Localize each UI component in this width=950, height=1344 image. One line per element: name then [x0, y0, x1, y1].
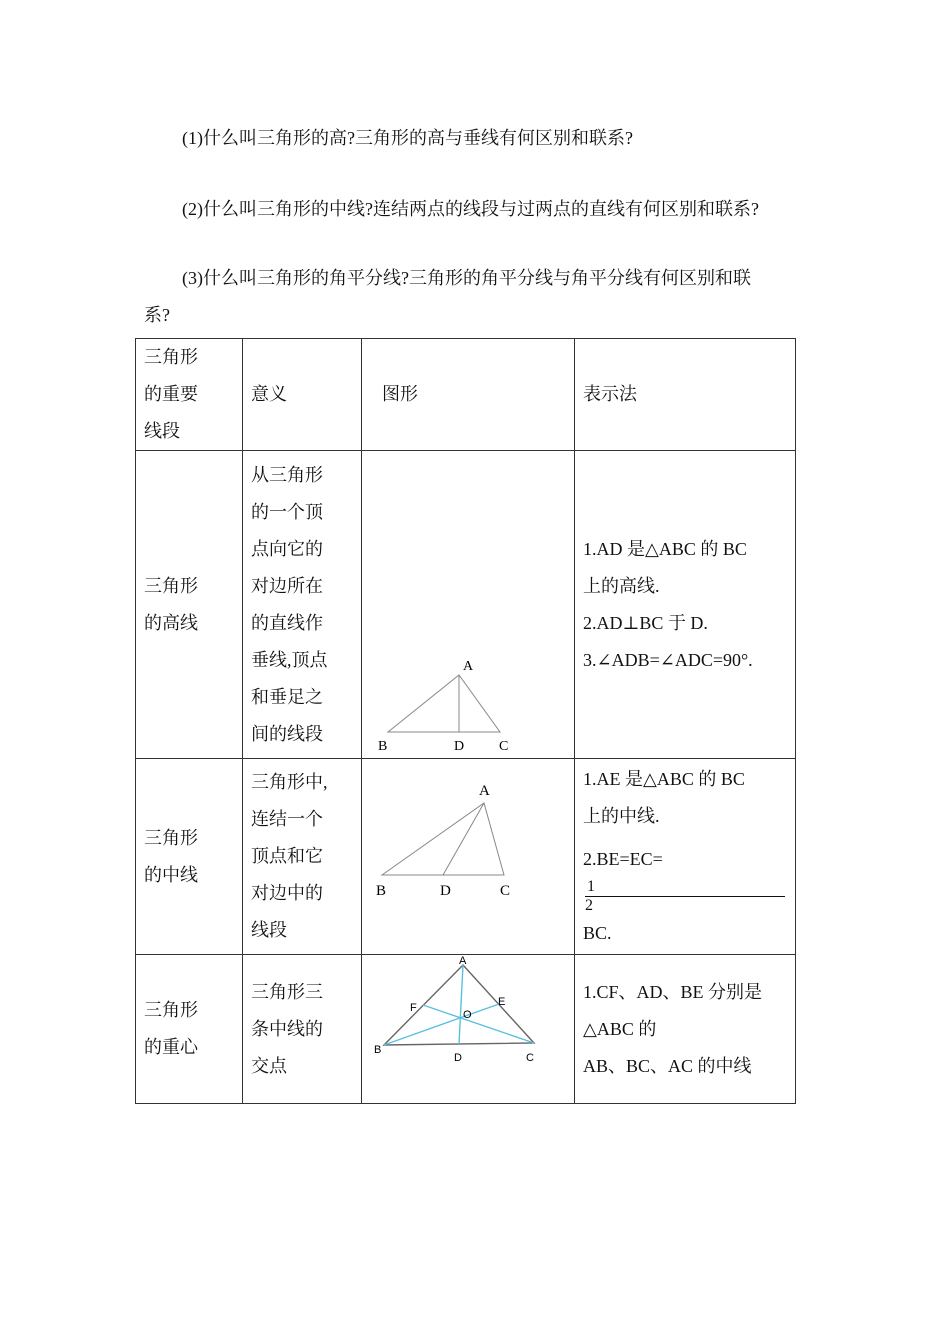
header-line: 线段	[144, 421, 180, 441]
notation-line: △ABC 的	[583, 1018, 657, 1039]
row-name	[136, 759, 243, 955]
notation-line: 1.AE 是△ABC 的 BC	[583, 769, 745, 789]
label-c: C	[526, 1052, 534, 1064]
notation-line	[583, 841, 787, 952]
fraction-numerator: 1	[585, 878, 785, 897]
meaning-line: 点向它的	[251, 538, 323, 559]
meaning-line: 顶点和它	[251, 846, 323, 866]
altitude-triangle-diagram	[362, 451, 554, 754]
table-row	[136, 759, 796, 955]
row-name-line: 的重心	[144, 1037, 198, 1057]
notation-line: 1.CF、AD、BE 分别是	[583, 981, 763, 1002]
label-a: A	[459, 955, 467, 967]
notation-line: 上的中线.	[583, 806, 660, 826]
row-name-line: 的中线	[144, 864, 198, 885]
triangle-abc	[382, 803, 504, 875]
fraction-denominator: 2	[585, 897, 593, 914]
meaning-line: 交点	[251, 1055, 287, 1076]
notation-prefix: 2.BE=EC=	[583, 849, 663, 869]
table-row	[136, 955, 796, 1104]
label-o: O	[463, 1009, 472, 1021]
row-name-line: 的高线	[144, 612, 198, 633]
question-1: (1)什么叫三角形的高?三角形的高与垂线有何区别和联系?	[182, 128, 633, 148]
label-e: E	[498, 996, 506, 1008]
row-meaning	[243, 759, 362, 955]
meaning-line: 从三角形	[251, 464, 323, 485]
meaning-line: 的直线作	[251, 612, 323, 633]
label-f: F	[410, 1002, 417, 1014]
meaning-line: 间的线段	[251, 723, 323, 744]
line-segments-table	[135, 338, 796, 1104]
row-name-line: 三角形	[144, 1000, 198, 1020]
label-d: D	[440, 883, 451, 899]
question-3-continued: 系?	[144, 305, 170, 325]
header-figure	[362, 339, 575, 451]
meaning-line: 和垂足之	[251, 686, 323, 707]
row-notation	[575, 451, 796, 759]
label-c: C	[499, 739, 509, 754]
centroid-figure	[362, 955, 575, 1104]
label-b: B	[376, 883, 387, 899]
meaning-line: 对边中的	[251, 883, 323, 903]
label-d: D	[454, 1052, 462, 1064]
meaning-line: 连结一个	[251, 809, 323, 829]
meaning-line: 对边所在	[251, 575, 323, 596]
meaning-line: 三角形三	[251, 981, 323, 1002]
header-line: 三角形	[144, 347, 198, 367]
label-c: C	[500, 883, 511, 899]
label-b: B	[378, 739, 388, 754]
header-segment	[136, 339, 243, 451]
label-d: D	[454, 739, 465, 754]
table-row	[136, 451, 796, 759]
notation-line: 上的高线.	[583, 575, 660, 596]
question-2: (2)什么叫三角形的中线?连结两点的线段与过两点的直线有何区别和联系?	[182, 199, 759, 219]
altitude-figure	[362, 451, 575, 759]
median-triangle-diagram	[362, 759, 554, 941]
notation-line: 3.∠ADB=∠ADC=90°.	[583, 649, 753, 670]
question-3: (3)什么叫三角形的角平分线?三角形的角平分线与角平分线有何区别和联	[182, 268, 751, 288]
notation-suffix: BC.	[583, 923, 612, 943]
fraction-one-half	[585, 878, 785, 915]
header-figure-text: 图形	[382, 384, 418, 404]
row-meaning	[243, 955, 362, 1104]
meaning-line: 条中线的	[251, 1018, 323, 1039]
label-a: A	[479, 783, 490, 799]
header-notation: 表示法	[575, 339, 796, 451]
table-header-row	[136, 339, 796, 451]
median-line	[443, 803, 484, 875]
median-figure	[362, 759, 575, 955]
row-name-line: 三角形	[144, 575, 198, 596]
row-name	[136, 955, 243, 1104]
meaning-line: 三角形中,	[251, 772, 328, 792]
notation-line: 1.AD 是△ABC 的 BC	[583, 538, 747, 559]
row-meaning	[243, 451, 362, 759]
label-a: A	[463, 659, 474, 674]
triangle-abc	[388, 675, 500, 732]
row-name	[136, 451, 243, 759]
notation-line: 2.AD⊥BC 于 D.	[583, 612, 708, 633]
centroid-triangle-diagram	[362, 955, 554, 1090]
median-ad	[459, 965, 463, 1044]
row-name-line: 三角形	[144, 827, 198, 848]
row-notation	[575, 955, 796, 1104]
header-line: 的重要	[144, 384, 198, 404]
header-meaning: 意义	[243, 339, 362, 451]
meaning-line: 线段	[251, 920, 287, 940]
notation-line: AB、BC、AC 的中线	[583, 1055, 752, 1076]
meaning-line: 的一个顶	[251, 501, 323, 522]
meaning-line: 垂线,顶点	[251, 649, 328, 670]
label-b: B	[374, 1044, 382, 1056]
row-notation	[575, 759, 796, 955]
